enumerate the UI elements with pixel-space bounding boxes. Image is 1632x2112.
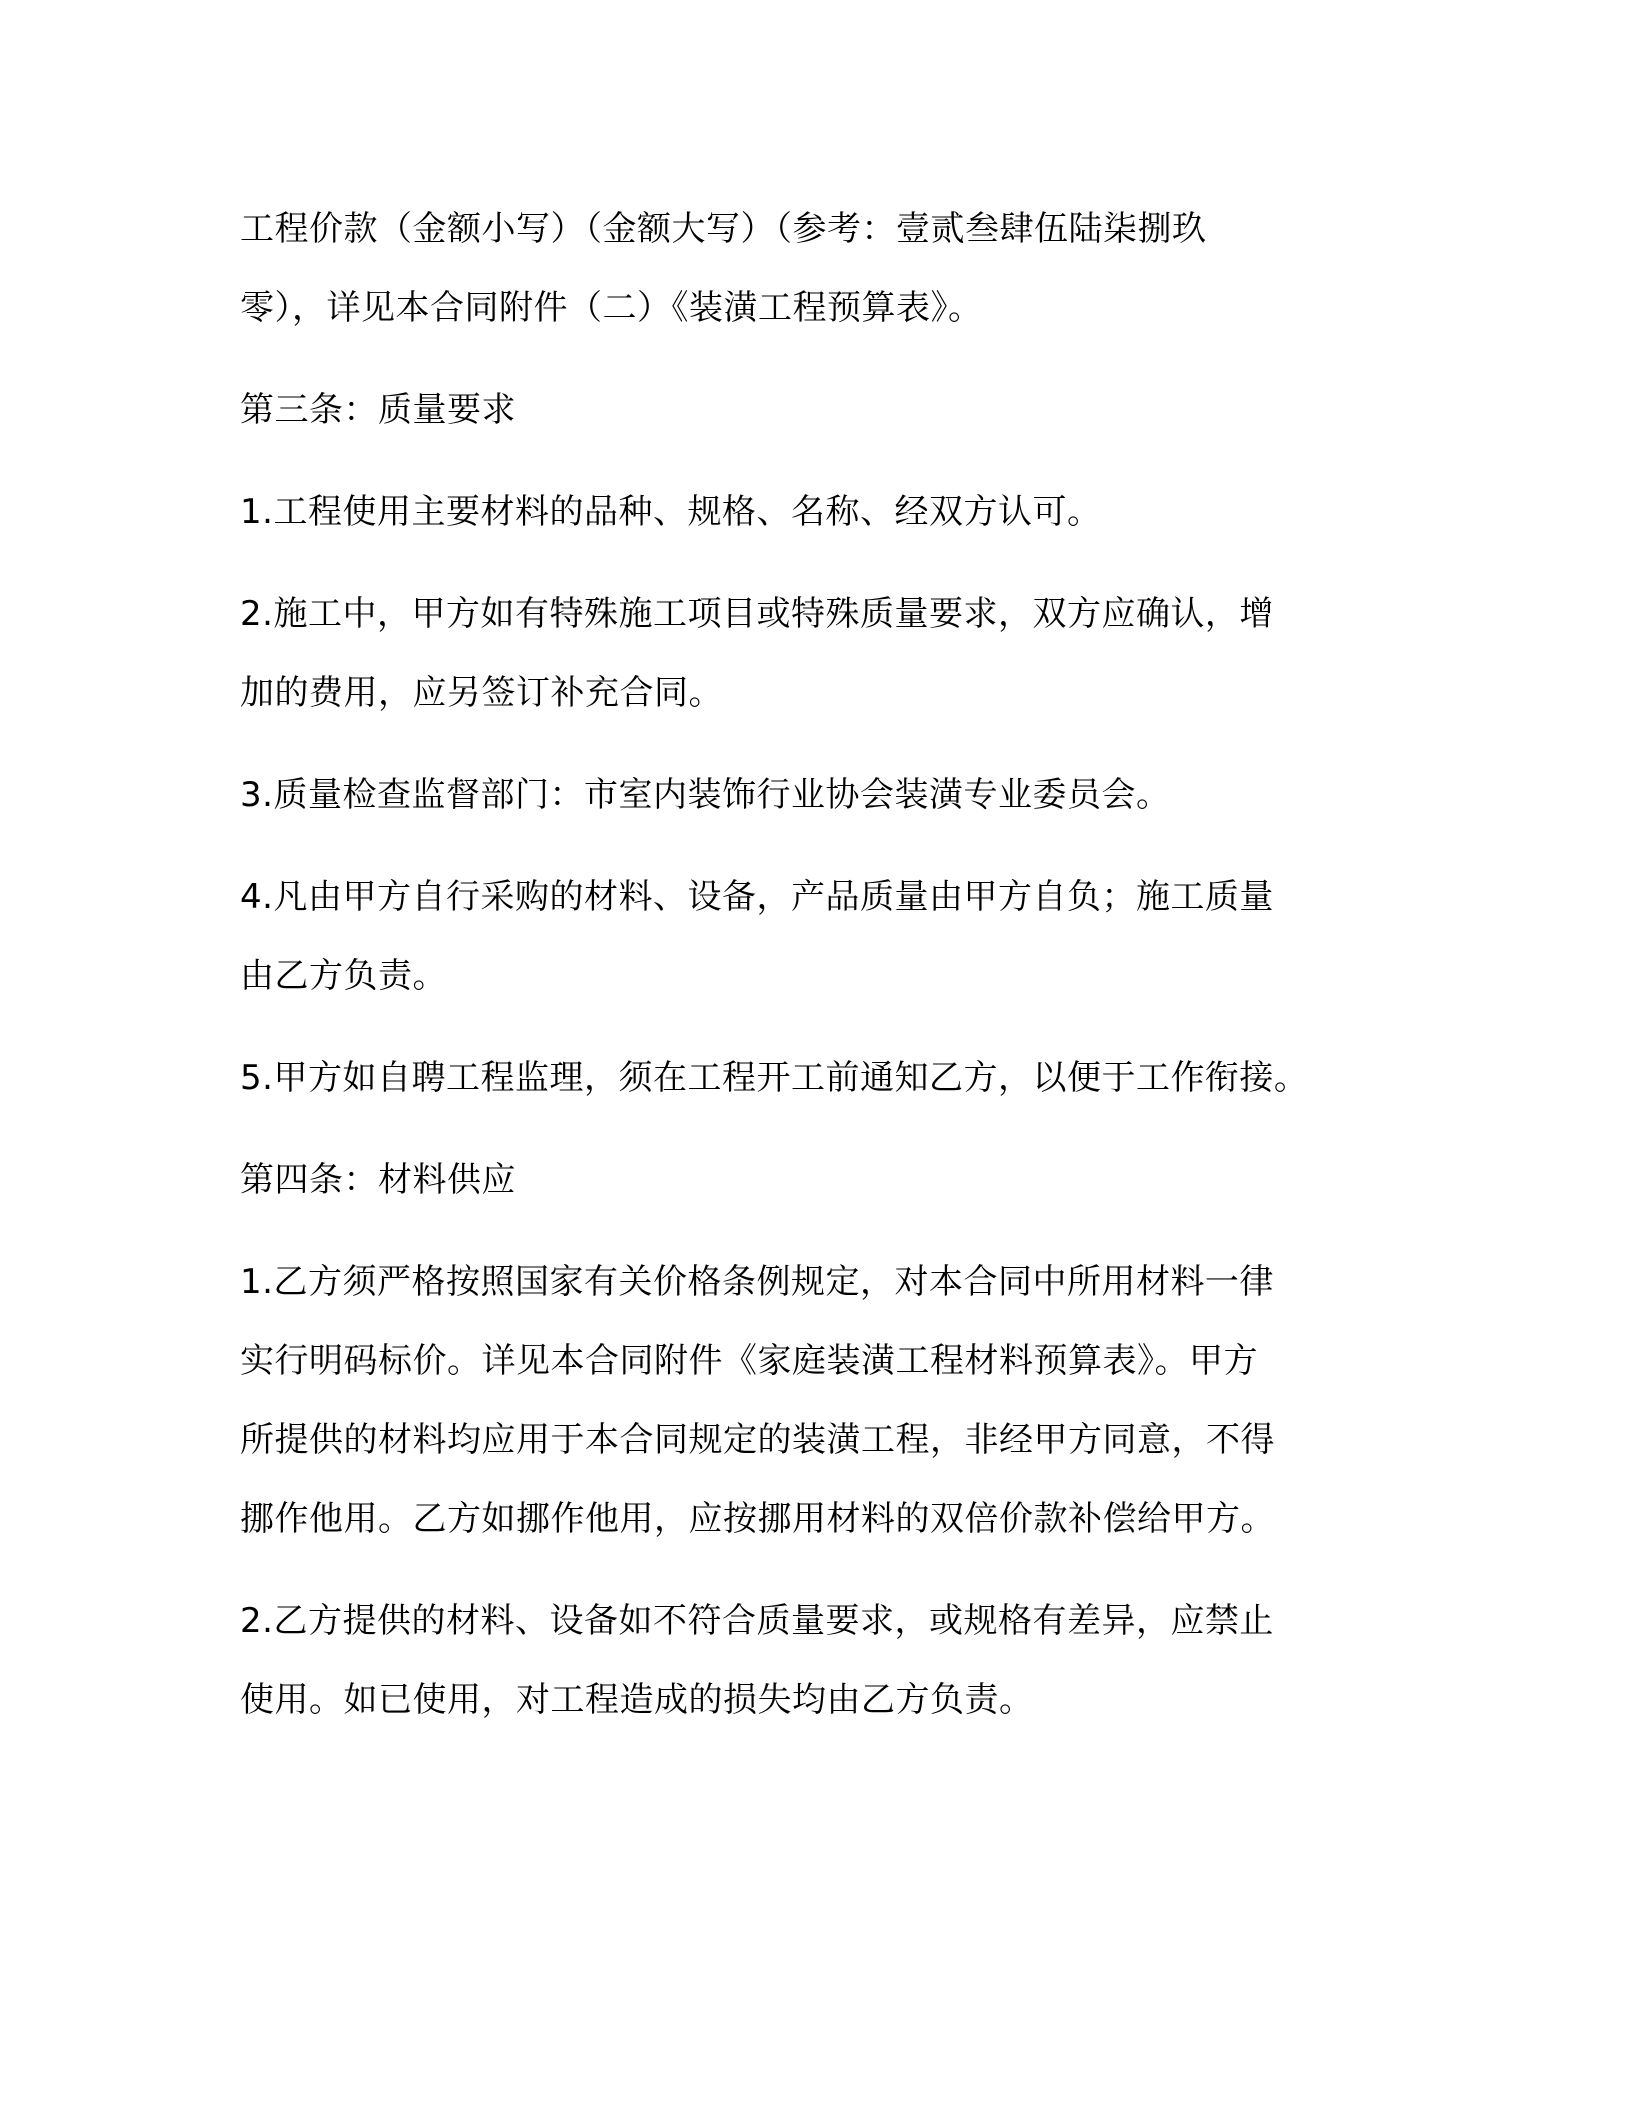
text-line: 工程价款（金额小写）（金额大写）（参考：壹贰叁肆伍陆柒捌玖: [240, 209, 1207, 249]
text-line: 2.乙方提供的材料、设备如不符合质量要求，或规格有差异，应禁止: [240, 1601, 1274, 1641]
text-line: 1.工程使用主要材料的品种、规格、名称、经双方认可。: [240, 492, 1102, 532]
paragraph-quality-2: [240, 575, 1380, 733]
text-line: 使用。如已使用，对工程造成的损失均由乙方负责。: [240, 1680, 1034, 1720]
text-line: 加的费用，应另签订补充合同。: [240, 673, 723, 713]
paragraph-materials-1: [240, 1243, 1380, 1559]
text-line: 5.甲方如自聘工程监理，须在工程开工前通知乙方，以便于工作衔接。: [240, 1058, 1309, 1098]
paragraph-price: [240, 190, 1380, 348]
paragraph-quality-4: [240, 858, 1380, 1016]
text-line: 由乙方负责。: [240, 956, 447, 996]
text-line: 4.凡由甲方自行采购的材料、设备，产品质量由甲方自负；施工质量: [240, 877, 1274, 917]
text-line: 第四条：材料供应: [240, 1160, 516, 1200]
text-line: 实行明码标价。详见本合同附件《家庭装潢工程材料预算表》。甲方: [240, 1341, 1258, 1381]
paragraph-quality-3: [240, 756, 1380, 835]
text-line: 零），详见本合同附件（二）《装潢工程预算表》。: [240, 288, 983, 328]
text-line: 第三条：质量要求: [240, 390, 516, 430]
document-body: [240, 190, 1380, 1763]
text-line: 所提供的材料均应用于本合同规定的装潢工程，非经甲方同意，不得: [240, 1420, 1275, 1460]
paragraph-quality-1: [240, 473, 1380, 552]
text-line: 2.施工中，甲方如有特殊施工项目或特殊质量要求，双方应确认，增: [240, 594, 1274, 634]
text-line: 挪作他用。乙方如挪作他用，应按挪用材料的双倍价款补偿给甲方。: [240, 1499, 1275, 1539]
paragraph-quality-5: [240, 1039, 1380, 1118]
paragraph-materials-2: [240, 1582, 1380, 1740]
text-line: 1.乙方须严格按照国家有关价格条例规定，对本合同中所用材料一律: [240, 1262, 1274, 1302]
text-line: 3.质量检查监督部门：市室内装饰行业协会装潢专业委员会。: [240, 775, 1171, 815]
heading-article-3: [240, 371, 1380, 450]
heading-article-4: [240, 1141, 1380, 1220]
